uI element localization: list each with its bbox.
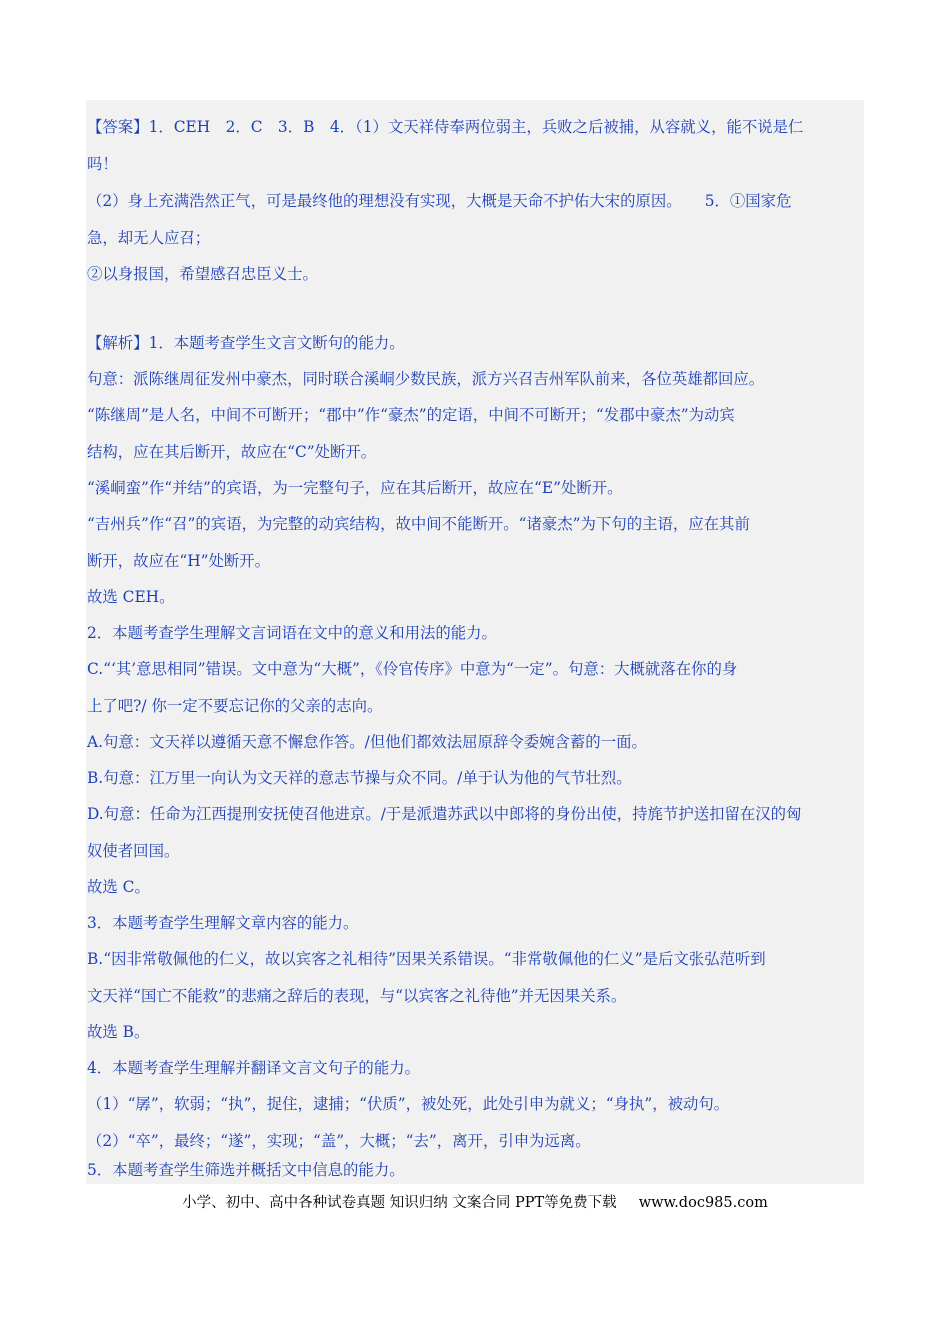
- analysis-line-7: 断开，故应在“H”处断开。: [87, 552, 271, 570]
- analysis-line-8: 故选 CEH。: [87, 588, 175, 606]
- analysis-line-18: B.“因非常敬佩他的仁义，故以宾客之礼相待”因果关系错误。“非常敬佩他的仁义”是后文张弘范听到: [87, 950, 766, 968]
- footer-url: www.doc985.com: [638, 1195, 768, 1211]
- analysis-line-23: （2）“卒”，最终；“遂”，实现；“盖”，大概；“去”，离开，引申为远离。: [87, 1132, 591, 1150]
- analysis-line-21: 4．本题考查学生理解并翻译文言文句子的能力。: [87, 1059, 420, 1077]
- analysis-line-1: [87, 333, 405, 353]
- answer-line-4: 急，却无人应召；: [87, 229, 211, 247]
- analysis-line-14: D.句意：任命为江西提刑安抚使召他进京。/于是派遣苏武以中郎将的身份出使，持旄节护送扣留在汉的匈: [87, 805, 802, 823]
- page-footer: [0, 1191, 950, 1212]
- answer-line-5: ②以身报国，希望感召忠臣义士。: [87, 265, 318, 283]
- answer-line-1: [87, 117, 803, 137]
- analysis-line-17: 3．本题考查学生理解文章内容的能力。: [87, 914, 359, 932]
- analysis-line-22: （1）“孱”，软弱；“执”，捉住，逮捕；“伏质”，被处死，此处引申为就义；“身执”，被动句。: [87, 1095, 730, 1113]
- analysis-line-16: 故选 C。: [87, 878, 150, 896]
- analysis-text-1: 1．本题考查学生文言文断句的能力。: [148, 334, 405, 352]
- analysis-tag: 【解析】: [87, 334, 149, 352]
- answer-text-1: 1．CEH 2．C 3．B 4．（1）文天祥侍奉两位弱主，兵败之后被捕，从容就义，能不说是仁: [148, 118, 804, 136]
- analysis-line-20: 故选 B。: [87, 1023, 150, 1041]
- analysis-line-5: “溪峒蛮”作“并结”的宾语，为一完整句子，应在其后断开，故应在“E”处断开。: [87, 479, 623, 497]
- analysis-line-19: 文天祥“国亡不能救”的悲痛之辞后的表现，与“以宾客之礼待他”并无因果关系。: [87, 987, 627, 1005]
- analysis-line-15: 奴使者回国。: [87, 842, 180, 860]
- analysis-line-6: “吉州兵”作“召”的宾语，为完整的动宾结构，故中间不能断开。“诸豪杰”为下句的主语，应在其前: [87, 515, 750, 533]
- analysis-line-2: 句意：派陈继周征发州中豪杰，同时联合溪峒少数民族，派方兴召吉州军队前来，各位英雄都回应。: [87, 370, 765, 388]
- analysis-line-9: 2．本题考查学生理解文言词语在文中的意义和用法的能力。: [87, 624, 497, 642]
- answer-line-2: 吗！: [87, 155, 118, 173]
- answer-line-3: （2）身上充满浩然正气，可是最终他的理想没有实现，大概是天命不护佑大宋的原因。 5．①国家危: [87, 192, 792, 210]
- analysis-line-11: 上了吧?/ 你一定不要忘记你的父亲的志向。: [87, 697, 383, 715]
- footer-text: 小学、初中、高中各种试卷真题 知识归纳 文案合同 PPT等免费下载: [182, 1195, 617, 1211]
- analysis-line-13: B.句意：江万里一向认为文天祥的意志节操与众不同。/单于认为他的气节壮烈。: [87, 769, 632, 787]
- analysis-line-12: A.句意：文天祥以遵循天意不懈怠作答。/但他们都效法屈原辞令委婉含蓄的一面。: [87, 733, 647, 751]
- answer-tag: 【答案】: [87, 118, 149, 136]
- analysis-line-4: 结构，应在其后断开，故应在“C”处断开。: [87, 443, 377, 461]
- analysis-line-24: 5．本题考查学生筛选并概括文中信息的能力。: [87, 1161, 405, 1179]
- analysis-line-3: “陈继周”是人名，中间不可断开；“郡中”作“豪杰”的定语，中间不可断开；“发郡中豪杰”为动宾: [87, 406, 735, 424]
- analysis-line-10: C.“‘其’意思相同”错误。文中意为“大概”，《伶官传序》中意为“一定”。句意：大概就落在你的身: [87, 660, 738, 678]
